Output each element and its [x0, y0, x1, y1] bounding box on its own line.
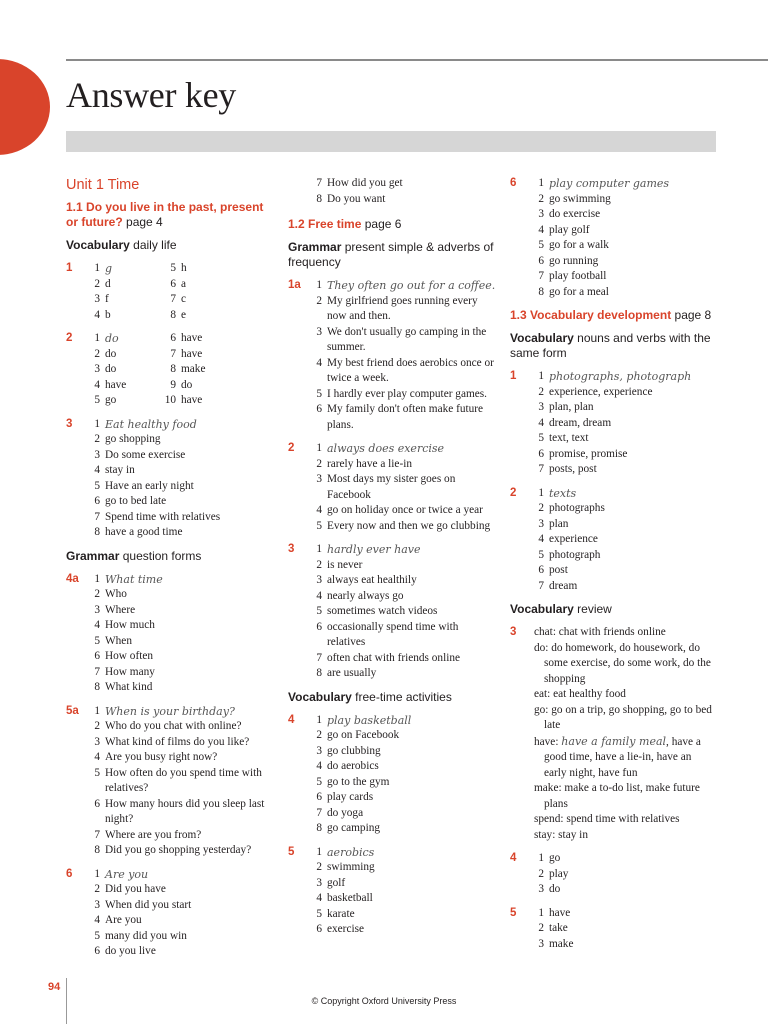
answer-line: 2 go shopping [94, 433, 161, 445]
review-line: do: do homework, do housework, do some exercise, do some work, do the shopping [534, 641, 711, 685]
exercise: 4a 1 What time 2 Who 3 Where 4 How much 5 When 6 How often 7 How many 8 What kind [66, 572, 271, 696]
exercise: 4 1 go 2 play 3 do [510, 851, 715, 898]
answer-line: 6 post [538, 564, 568, 576]
page-number: 94 [48, 981, 61, 993]
answer-line: 4 How much [94, 619, 155, 631]
column-3 [510, 176, 715, 960]
answer-line: 5 text, text [538, 432, 589, 444]
answer-line: 5 photograph [538, 548, 601, 561]
answer-line: 6 How often [94, 650, 154, 662]
answer-line: 2 Who [94, 588, 127, 600]
subsection-heading: Vocabulary review [510, 602, 612, 616]
answer-line: 2 Did you have [94, 883, 166, 895]
answer-line: 2 go swimming [538, 192, 611, 205]
exercise: 3 1 Eat healthy food 2 go shopping 3 Do some exercise 4 stay in 5 Have an early night 6 go to bed late 7 Spend time with relatives 8 have a good time [66, 417, 271, 541]
answer-line: 3 do [94, 363, 117, 375]
exercise: 6 1 Are you 2 Did you have 3 When did you start 4 Are you 5 many did you win 6 do you live [66, 867, 271, 960]
answer-line: 8 go camping [316, 822, 381, 834]
answer-line: 4 dream, dream [538, 416, 612, 429]
answer-line: 2 is never [316, 558, 363, 571]
answer-line: 1 go [538, 852, 561, 864]
answer-line: 5 go for a walk [538, 239, 609, 251]
answer-line: 1 Eat healthy food [94, 417, 197, 431]
answer-line: 8 Did you go shopping yesterday? [94, 844, 252, 856]
answer-line: 6 go to bed late [94, 495, 167, 507]
answer-line: 4 b [94, 308, 111, 321]
answer-line: 5 Have an early night [94, 479, 194, 492]
answer-line: 5 sometimes watch videos [316, 605, 438, 617]
review-line: make: make a to-do list, make future plans [534, 782, 700, 810]
answer-line: 4 play golf [538, 223, 590, 236]
answer-line: 5 go to the gym [316, 775, 390, 788]
answer-line: 1 Are you [94, 867, 149, 881]
answer-line: 2 My girlfriend goes running every now and then. [316, 294, 478, 322]
answer-line: 4 Are you busy right now? [94, 751, 218, 763]
answer-line: 9 do [170, 378, 193, 391]
answer-line: 1 play basketball [316, 713, 412, 727]
answer-line: 6 play cards [316, 791, 374, 803]
answer-line: 4 stay in [94, 464, 135, 476]
answer-line: 7 posts, post [538, 463, 597, 475]
answer-line: 7 Spend time with relatives [94, 510, 221, 523]
top-rule [66, 59, 768, 61]
answer-line: 5 How often do you spend time with relatives? [94, 766, 262, 794]
exercise: 1 1 g 2 d 3 f 4 b 5 h 6 a 7 c 8 e [66, 261, 271, 323]
answer-line: 2 play [538, 867, 569, 880]
answer-line: 7 have [170, 347, 203, 360]
answer-line: 7 play football [538, 270, 607, 282]
answer-line: 2 go on Facebook [316, 729, 400, 741]
answer-line: 1 hardly ever have [316, 543, 421, 556]
answer-line: 6 a [170, 277, 187, 290]
answer-line: 6 My family don't often make future plans. [316, 403, 484, 431]
page-title: Answer key [66, 75, 236, 115]
answer-line: 5 go [94, 394, 117, 406]
subsection-heading: Vocabulary free-time activities [288, 689, 452, 704]
answer-line: 3 go clubbing [316, 744, 381, 757]
answer-line: 3 plan, plan [538, 401, 594, 413]
answer-line: 2 d [94, 277, 111, 290]
answer-line: 4 Are you [94, 914, 142, 926]
answer-line: 6 go running [538, 254, 599, 267]
answer-line: 7 often chat with friends online [316, 651, 461, 664]
answer-line: 3 Do some exercise [94, 448, 186, 461]
answer-line: 8 are usually [316, 667, 377, 679]
answer-line: 4 experience [538, 533, 598, 545]
answer-line: 1 When is your birthday? [94, 704, 235, 718]
answer-line: 1 g [94, 262, 113, 275]
copyright: © Copyright Oxford University Press [311, 996, 457, 1006]
exercise: 5 1 have 2 take 3 make [510, 906, 715, 953]
subsection-heading: Vocabulary nouns and verbs with the same form [510, 331, 711, 360]
answer-line: 8 go for a meal [538, 285, 609, 298]
answer-line: 5 When [94, 634, 132, 647]
answer-line: 3 What kind of films do you like? [94, 735, 250, 748]
exercise: 4 1 play basketball 2 go on Facebook 3 go clubbing 4 do aerobics 5 go to the gym 6 play cards 7 do yoga 8 go camping [288, 713, 498, 837]
answer-line: 6 promise, promise [538, 447, 628, 460]
answer-line: 8 What kind [94, 681, 153, 693]
exercise: 1 1 photographs, photograph 2 experience, experience 3 plan, plan 4 dream, dream 5 text, text 6 promise, promise 7 posts, post [510, 369, 715, 478]
unit-heading: Unit 1 Time [66, 177, 140, 193]
answer-line: 1 They often go out for a coffee. [316, 279, 496, 292]
answer-line: 2 swimming [316, 861, 375, 873]
review-line: chat: chat with friends online [534, 626, 666, 638]
answer-line: 2 photographs [538, 502, 605, 514]
answer-line: 5 Every now and then we go clubbing [316, 519, 491, 532]
answer-line: 1 photographs, photograph [538, 370, 692, 383]
answer-line: 6 occasionally spend time with relatives [316, 620, 459, 648]
answer-line: 2 Who do you chat with online? [94, 720, 242, 732]
header-bar [66, 131, 716, 152]
answer-line: 4 nearly always go [316, 589, 404, 602]
subsection-heading: Grammar question forms [66, 548, 202, 563]
answer-line: 7 Where are you from? [94, 828, 202, 841]
answer-line: 1 always does exercise [316, 442, 445, 455]
answer-line: 2 take [538, 922, 568, 934]
answer-line: 6 exercise [316, 923, 365, 935]
answer-line: 8 Do you want [316, 192, 386, 205]
subsection-heading: Grammar present simple & adverbs of frequency [288, 240, 494, 269]
section-heading: 1.2 Free time page 6 [288, 217, 402, 231]
section-heading: 1.3 Vocabulary development page 8 [510, 308, 712, 322]
review-line: stay: stay in [534, 828, 588, 841]
answer-line: 4 have [94, 378, 127, 391]
exercise: 5 1 aerobics 2 swimming 3 golf 4 basketball 5 karate 6 exercise [288, 845, 498, 938]
column-1 [66, 176, 271, 968]
answer-line: 7 c [170, 293, 187, 305]
answer-line: 7 How many [94, 665, 155, 678]
answer-line: 3 always eat healthily [316, 574, 417, 586]
answer-line: 3 We don't usually go camping in the summer. [316, 325, 487, 353]
answer-line: 1 do [94, 332, 119, 345]
exercise: 1a 1 They often go out for a coffee. 2 My girlfriend goes running every now and then. 3 We don't usually go camping in the summer. 4 My best friend does aerobics once or twice a week. 5 I hardly ever play computer games. 6 My family don't often make future plans. [288, 278, 498, 433]
exercise: 3 1 hardly ever have 2 is never 3 always eat healthily 4 nearly always go 5 sometimes watch videos 6 occasionally spend time with relatives 7 often chat with friends online 8 are usually [288, 542, 498, 682]
answer-line: 3 Most days my sister goes on Facebook [316, 473, 456, 501]
answer-line: 6 do you live [94, 945, 156, 957]
answer-line: 3 golf [316, 876, 346, 889]
exercise: 2 1 texts 2 photographs 3 plan 4 experience 5 photograph 6 post 7 dream [510, 486, 715, 595]
answer-line: 5 h [170, 262, 187, 274]
answer-line: 5 karate [316, 907, 355, 920]
section-heading: 1.1 Do you live in the past, present or future? page 4 [66, 200, 264, 229]
subsection-heading: Vocabulary daily life [66, 238, 177, 252]
answer-line: 8 have a good time [94, 526, 183, 538]
answer-line: 4 go on holiday once or twice a year [316, 504, 483, 516]
answer-line: 4 do aerobics [316, 760, 379, 772]
exercise-continued [288, 176, 498, 207]
column-2 [288, 176, 498, 946]
answer-line: 2 do [94, 347, 117, 360]
review-line: have: have a family meal, have a good time, have a lie-in, have an early night, have fun [534, 734, 701, 779]
answer-line: 3 When did you start [94, 898, 192, 911]
answer-line: 7 do yoga [316, 806, 364, 819]
answer-line: 3 plan [538, 517, 569, 530]
answer-line: 3 f [94, 293, 109, 305]
exercise: 2 1 do 2 do 3 do 4 have 5 go 6 have 7 have 8 make 9 do 10 have [66, 331, 271, 409]
answer-line: 1 texts [538, 486, 577, 500]
chapter-tab [0, 59, 50, 155]
answer-line: 3 do exercise [538, 208, 601, 220]
review-line: eat: eat healthy food [534, 688, 626, 700]
answer-line: 4 My best friend does aerobics once or twice a week. [316, 356, 494, 384]
exercise: 3 chat: chat with friends online do: do homework, do housework, do some exercise, do some work, do the shopping eat: eat healthy food go: go on a trip, go shopping, go to bed late have: have a family meal, have a good time, have a lie-in, have an early night, have fun make: make a to-do list, make future plans spend: spend time with relatives stay: stay in [510, 625, 715, 843]
answer-line: 10 have [164, 394, 203, 406]
answer-line: 6 How many hours did you sleep last night? [94, 797, 265, 825]
answer-line: 5 I hardly ever play computer games. [316, 387, 487, 400]
answer-line: 7 dream [538, 579, 578, 592]
answer-line: 1 aerobics [316, 845, 375, 859]
answer-line: 4 basketball [316, 892, 373, 904]
answer-line: 6 have [170, 332, 203, 344]
exercise: 5a 1 When is your birthday? 2 Who do you chat with online? 3 What kind of films do you like? 4 Are you busy right now? 5 How often do you spend time with relatives? 6 How many hours did you sleep last night? 7 Where are you from? 8 Did you go shopping yesterday? [66, 704, 271, 859]
answer-line: 1 What time [94, 572, 163, 586]
answer-line: 8 make [170, 363, 206, 375]
answer-line: 1 play computer games [538, 177, 670, 190]
answer-line: 5 many did you win [94, 929, 187, 942]
review-line: spend: spend time with relatives [534, 813, 680, 825]
exercise: 6 1 play computer games 2 go swimming 3 do exercise 4 play golf 5 go for a walk 6 go running 7 play football 8 go for a meal [510, 176, 715, 300]
answer-line: 3 make [538, 937, 574, 950]
answer-line: 3 do [538, 883, 561, 895]
answer-line: 2 experience, experience [538, 385, 653, 398]
answer-line: 3 Where [94, 603, 136, 616]
answer-line: 2 rarely have a lie-in [316, 457, 412, 470]
review-line: go: go on a trip, go shopping, go to bed late [534, 703, 712, 731]
answer-line: 7 How did you get [316, 177, 403, 189]
answer-line: 1 have [538, 906, 571, 919]
answer-line: 8 e [170, 308, 187, 321]
exercise: 2 1 always does exercise 2 rarely have a lie-in 3 Most days my sister goes on Facebook 4 go on holiday once or twice a year 5 Every now and then we go clubbing [288, 441, 498, 534]
